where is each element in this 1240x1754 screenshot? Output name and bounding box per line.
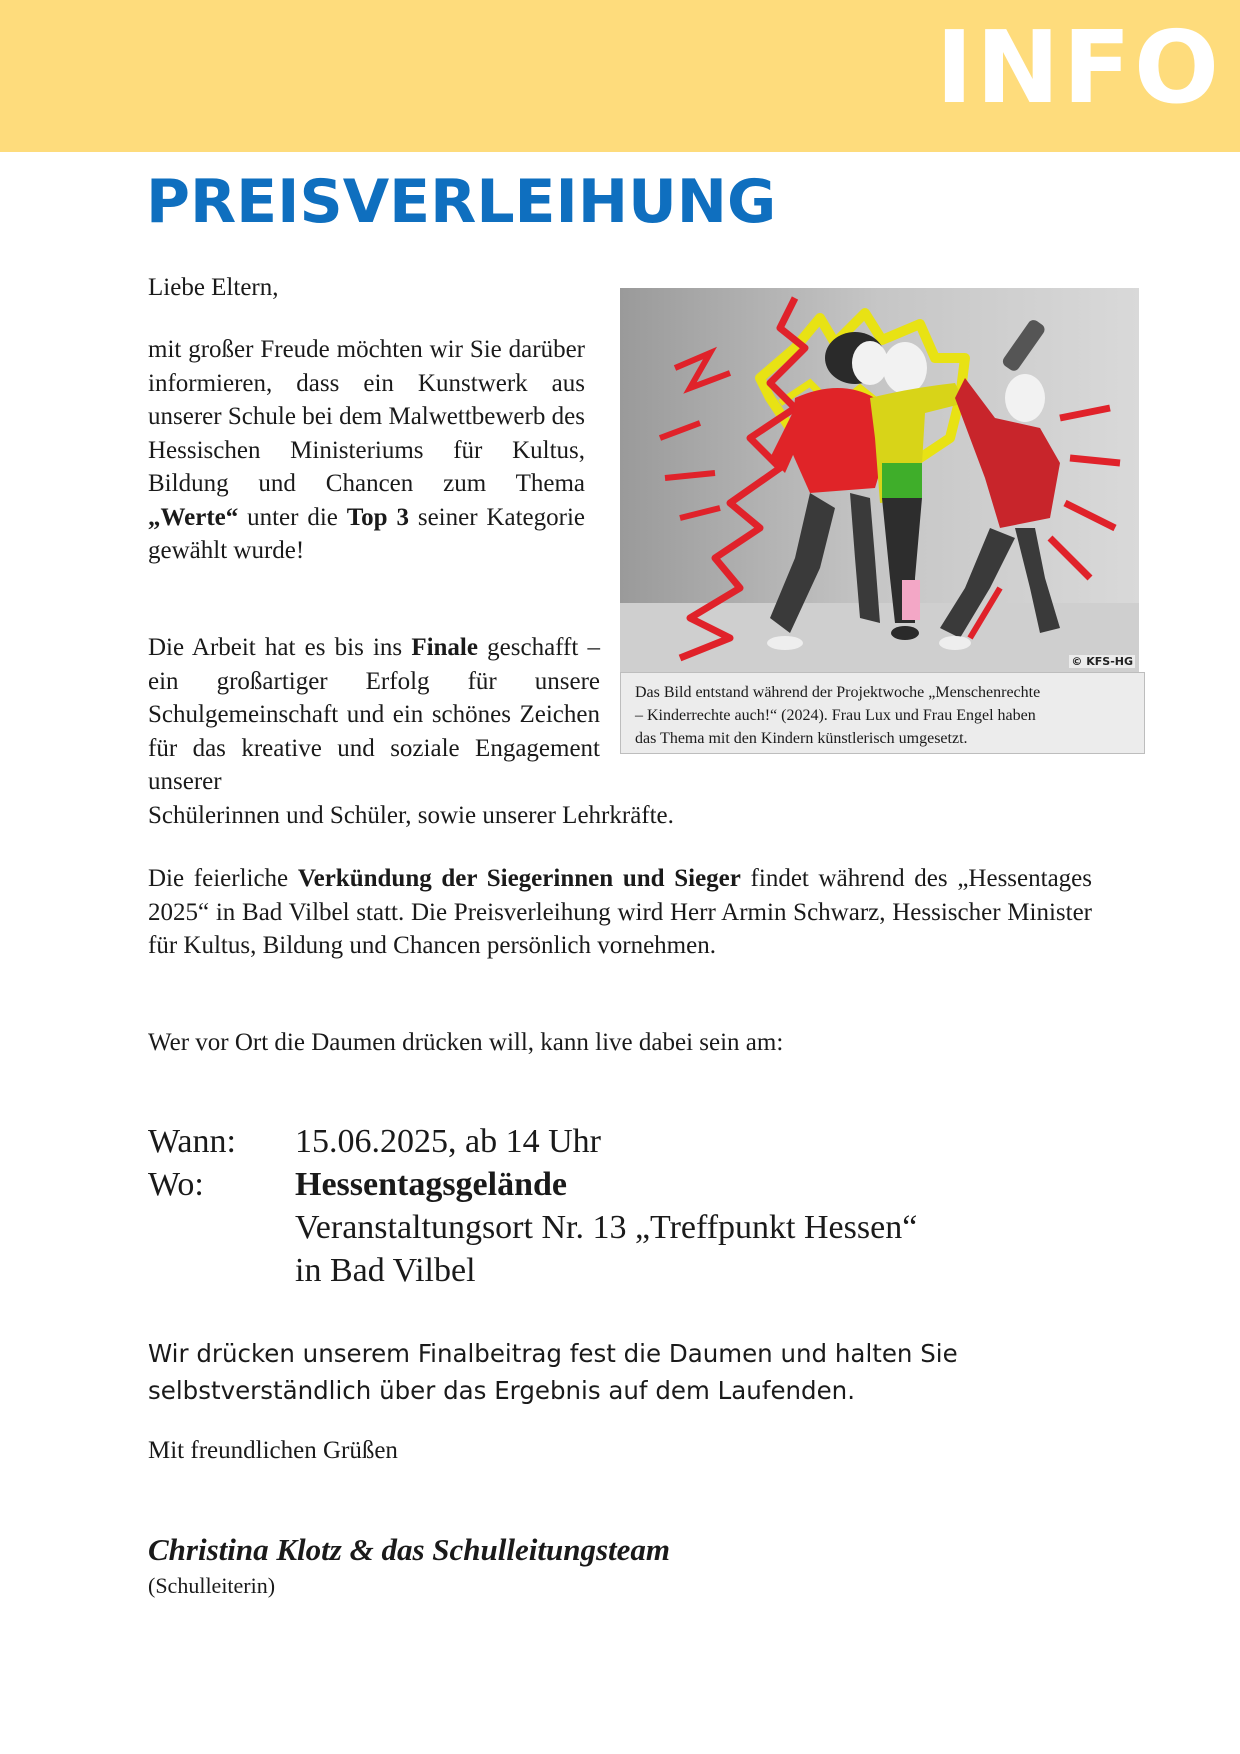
closing-salutation: Mit freundlichen Grüßen <box>148 1437 398 1464</box>
when-value: 15.06.2025, ab 14 Uhr <box>295 1123 601 1160</box>
where-location: Veranstaltungsort Nr. 13 „Treffpunkt Hessen“ <box>295 1209 918 1246</box>
greeting: Liebe Eltern, <box>148 274 279 301</box>
header-banner <box>0 0 1240 152</box>
caption-line: das Thema mit den Kindern künstlerisch umgesetzt. <box>635 730 968 747</box>
figure-caption <box>620 672 1145 754</box>
caption-line: Das Bild entstand während der Projektwoche „Menschenrechte <box>635 684 1041 701</box>
banner-label: INFO <box>935 9 1222 126</box>
paragraph-announcement: mit großer Freude möchten wir Sie darüber informieren, dass ein Kunstwerk aus unserer Schule bei dem Malwettbewerb des Hessischen Ministeriums für Kultus, Bildung und Chancen zum Thema „Werte“ unter die Top 3 seiner Kategorie gewählt wurde! <box>148 336 585 564</box>
when-label: Wann: <box>148 1123 236 1160</box>
closing-note: Wir drücken unserem Finalbeitrag fest die Daumen und halten Sie selbstverständlich über das Ergebnis auf dem Laufenden. <box>148 1339 958 1405</box>
where-venue: Hessentagsgelände <box>295 1166 567 1203</box>
event-details <box>148 1120 917 1292</box>
paragraph-invitation: Wer vor Ort die Daumen drücken will, kann live dabei sein am: <box>148 1029 784 1056</box>
paragraph-finale: Die Arbeit hat es bis ins Finale geschafft – ein großartiger Erfolg für unsere Schulgemeinschaft und ein schönes Zeichen für das kreative und soziale Engagement unserer Schülerinnen und Schüler, sowie unserer Lehrkräfte. <box>148 634 674 829</box>
where-city: in Bad Vilbel <box>295 1252 476 1289</box>
page-title: PREISVERLEIHUNG <box>146 167 777 237</box>
artwork-figure <box>620 288 1139 756</box>
artwork-photo <box>620 288 1139 672</box>
event-where <box>148 1163 917 1292</box>
event-when <box>148 1120 917 1163</box>
signature: Christina Klotz & das Schulleitungsteam <box>148 1532 670 1567</box>
where-label: Wo: <box>148 1166 204 1203</box>
caption-line: – Kinderrechte auch!“ (2024). Frau Lux und Frau Engel haben <box>635 707 1036 724</box>
paragraph-ceremony: Die feierliche Verkündung der Siegerinnen und Sieger findet während des „Hessentages 2025“ in Bad Vilbel statt. Die Preisverleihung wird Herr Armin Schwarz, Hessischer Minister für Kultus, Bildung und Chancen persönlich vornehmen. <box>148 865 1092 959</box>
photo-credit: © KFS-HG <box>1071 655 1133 668</box>
signer-role: (Schulleiterin) <box>148 1573 276 1598</box>
